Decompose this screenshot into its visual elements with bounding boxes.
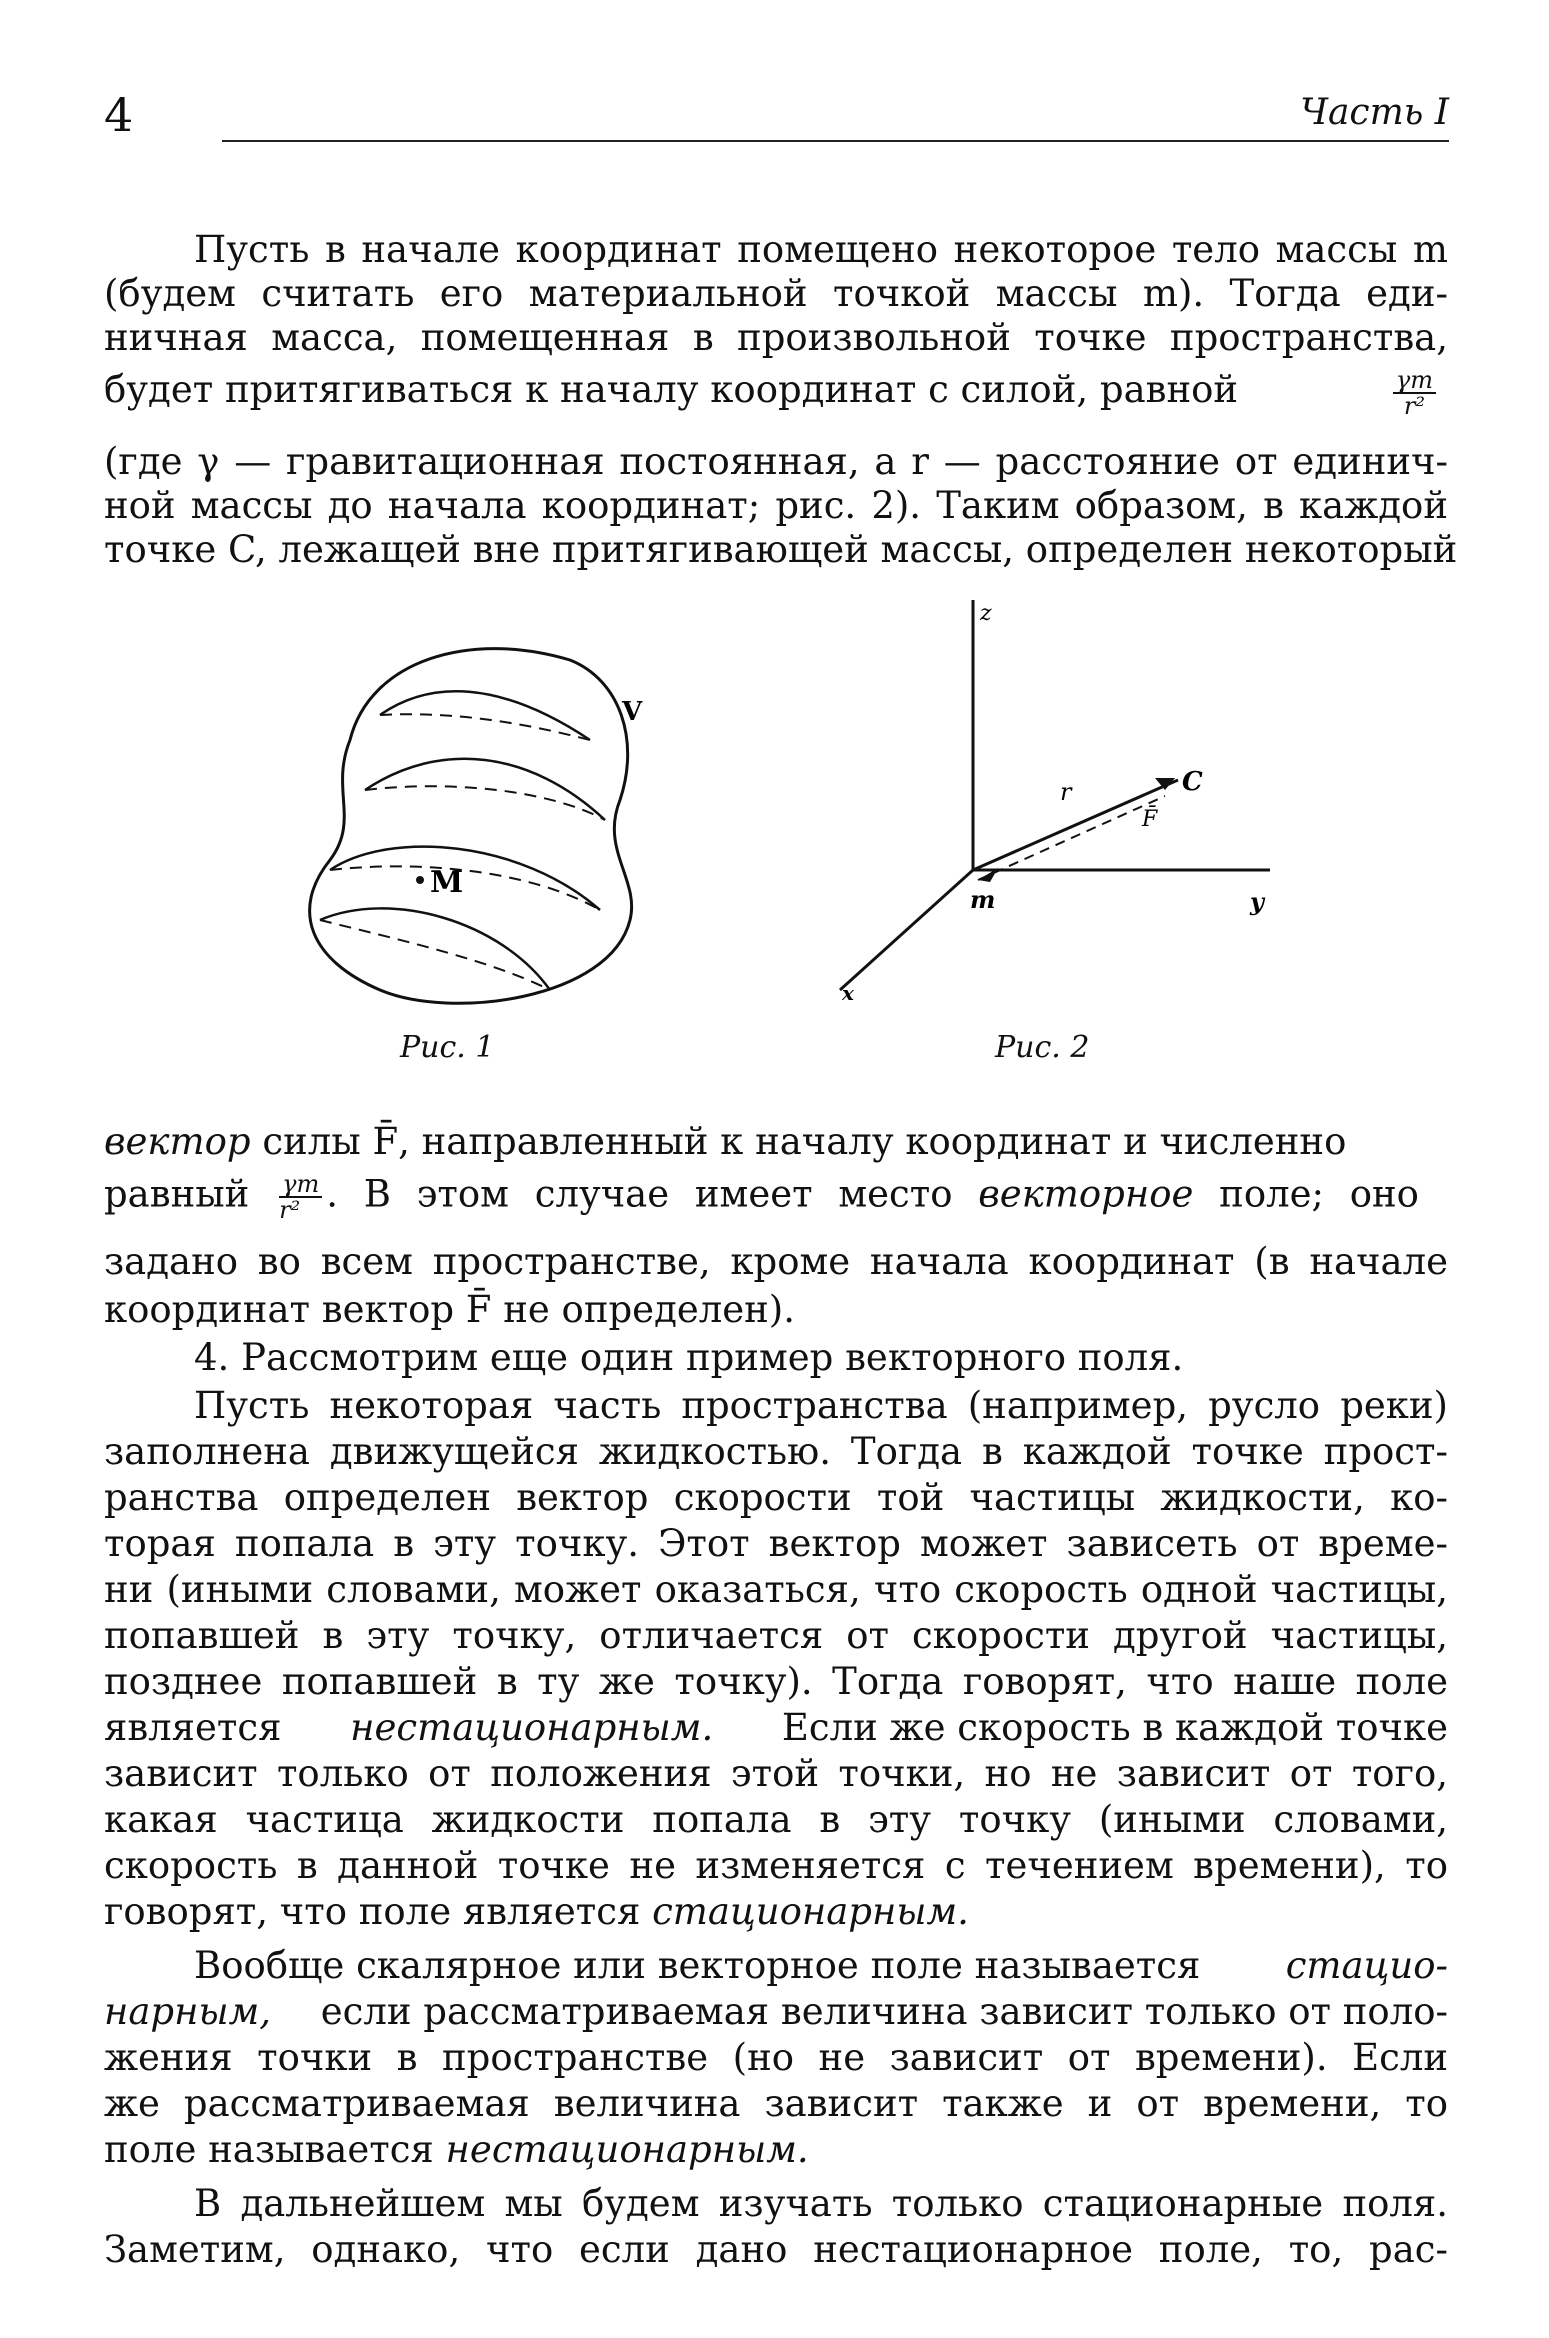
section-curve: [330, 847, 600, 910]
text-line: какая частица жидкости попала в эту точку (иными словами,: [104, 1798, 1448, 1841]
text-segment: Если же скорость в каждой точке: [781, 1706, 1448, 1749]
page-number: 4: [104, 88, 134, 142]
text-segment-italic: нарным,: [104, 1990, 272, 2033]
text-line: скорость в данной точке не изменяется с течением времени), то: [104, 1844, 1448, 1887]
text-line: точке C, лежащей вне притягивающей массы, определен некоторый: [104, 528, 1458, 571]
text-line: жения точки в пространстве (но не зависит от времени). Если: [104, 2036, 1448, 2079]
fraction-gamma-m-over-r2: [1393, 368, 1436, 418]
text-line: [104, 1172, 1448, 1222]
x-axis: [840, 870, 973, 990]
section-curve-hidden: [330, 866, 600, 910]
text-line: Заметим, однако, что если дано нестационарное поле, то, рас-: [104, 2228, 1448, 2271]
running-header: Часть I: [1300, 92, 1449, 133]
text-line: Пусть в начале координат помещено некоторое тело массы m: [194, 228, 1448, 271]
text-segment: говорят, что поле является: [104, 1890, 641, 1933]
text-segment: является: [104, 1706, 282, 1749]
text-line: [104, 1890, 1448, 1934]
text-segment-italic: нестационарным.: [350, 1706, 714, 1749]
section-curve: [380, 691, 590, 740]
body-outline: [310, 649, 632, 1004]
text-line: зависит только от положения этой точки, но не зависит от того,: [104, 1752, 1448, 1795]
fraction-denominator: r²: [1403, 392, 1425, 420]
label-r: r: [1060, 778, 1072, 806]
fraction-gamma-m-over-r2: [279, 1172, 322, 1222]
label-f: F̄: [1142, 807, 1158, 832]
text-segment-italic: стацио-: [1285, 1944, 1448, 1987]
text-line: [194, 1944, 1448, 1988]
text-line: координат вектор F̄ не определен).: [104, 1288, 796, 1331]
figure-2-caption: Рис. 2: [995, 1030, 1090, 1065]
text-segment: если рассматриваемая величина зависит только от поло-: [320, 1990, 1448, 2033]
label-m-origin: m: [970, 885, 996, 914]
text-segment: поле называется: [104, 2128, 434, 2171]
label-c: C: [1182, 767, 1203, 797]
text-line: ной массы до начала координат; рис. 2). Таким образом, в каждой: [104, 484, 1448, 527]
text-line: попавшей в эту точку, отличается от скорости другой частицы,: [104, 1614, 1448, 1657]
fraction-denominator: r²: [279, 1196, 301, 1224]
label-v: V: [622, 697, 643, 727]
text-line: [104, 1120, 1448, 1164]
text-segment: . В этом случае имеет место: [326, 1172, 953, 1216]
text-line: позднее попавшей в ту же точку). Тогда говорят, что наше поле: [104, 1660, 1448, 1703]
label-y: y: [1250, 887, 1264, 916]
text-segment-italic: стационарным.: [652, 1890, 969, 1933]
text-line: задано во всем пространстве, кроме начала координат (в начале: [104, 1240, 1448, 1283]
text-line: же рассматриваемая величина зависит также и от времени, то: [104, 2082, 1448, 2125]
text-line: ранства определен вектор скорости той частицы жидкости, ко-: [104, 1476, 1448, 1519]
text-line: [104, 1990, 1448, 2034]
text-line: (будем считать его материальной точкой массы m). Тогда еди-: [104, 272, 1448, 315]
label-m: M: [430, 865, 464, 900]
text-line: [104, 1706, 1448, 1750]
text-line: ни (иными словами, может оказаться, что скорость одной частицы,: [104, 1568, 1448, 1611]
force-vector-line: [978, 796, 1165, 880]
text-line: заполнена движущейся жидкостью. Тогда в каждой точке прост-: [104, 1430, 1448, 1473]
text-line: [104, 2128, 1448, 2172]
text-line: (где γ — гравитационная постоянная, а r — расстояние от единич-: [104, 440, 1448, 483]
text-line: [104, 366, 1448, 420]
fraction-numerator: γm: [279, 1172, 322, 1198]
section-curve-hidden: [380, 714, 590, 740]
text-segment: Вообще скалярное или векторное поле называется: [194, 1944, 1201, 1987]
text-segment-italic: нестационарным.: [445, 2128, 809, 2171]
text-line: Пусть некоторая часть пространства (например, русло реки): [194, 1384, 1448, 1427]
figure-2-coordinate-axes: [820, 590, 1280, 1010]
header-rule: [222, 140, 1449, 142]
label-x: x: [842, 981, 854, 1005]
text-line: торая попала в эту точку. Этот вектор может зависеть от време-: [104, 1522, 1448, 1565]
fraction-numerator: γm: [1393, 368, 1436, 394]
text-segment: равный: [104, 1172, 250, 1216]
figure-1-caption: Рис. 1: [400, 1030, 495, 1065]
figure-1-deformed-body: [270, 620, 650, 1020]
text-segment: поле; оно: [1219, 1172, 1419, 1216]
point-m-dot: [416, 876, 424, 884]
text-line: ничная масса, помещенная в произвольной точке пространства,: [104, 316, 1448, 359]
text-line: В дальнейшем мы будем изучать только стационарные поля.: [194, 2182, 1448, 2225]
text-segment: будет притягиваться к началу координат с силой, равной: [104, 368, 1239, 411]
text-line: 4. Рассмотрим еще один пример векторного поля.: [194, 1336, 1184, 1379]
text-segment-italic: векторное: [978, 1172, 1194, 1216]
text-segment-italic: вектор: [104, 1120, 251, 1163]
text-segment: силы F̄, направленный к началу координат и численно: [262, 1120, 1347, 1163]
label-z: z: [980, 601, 992, 626]
